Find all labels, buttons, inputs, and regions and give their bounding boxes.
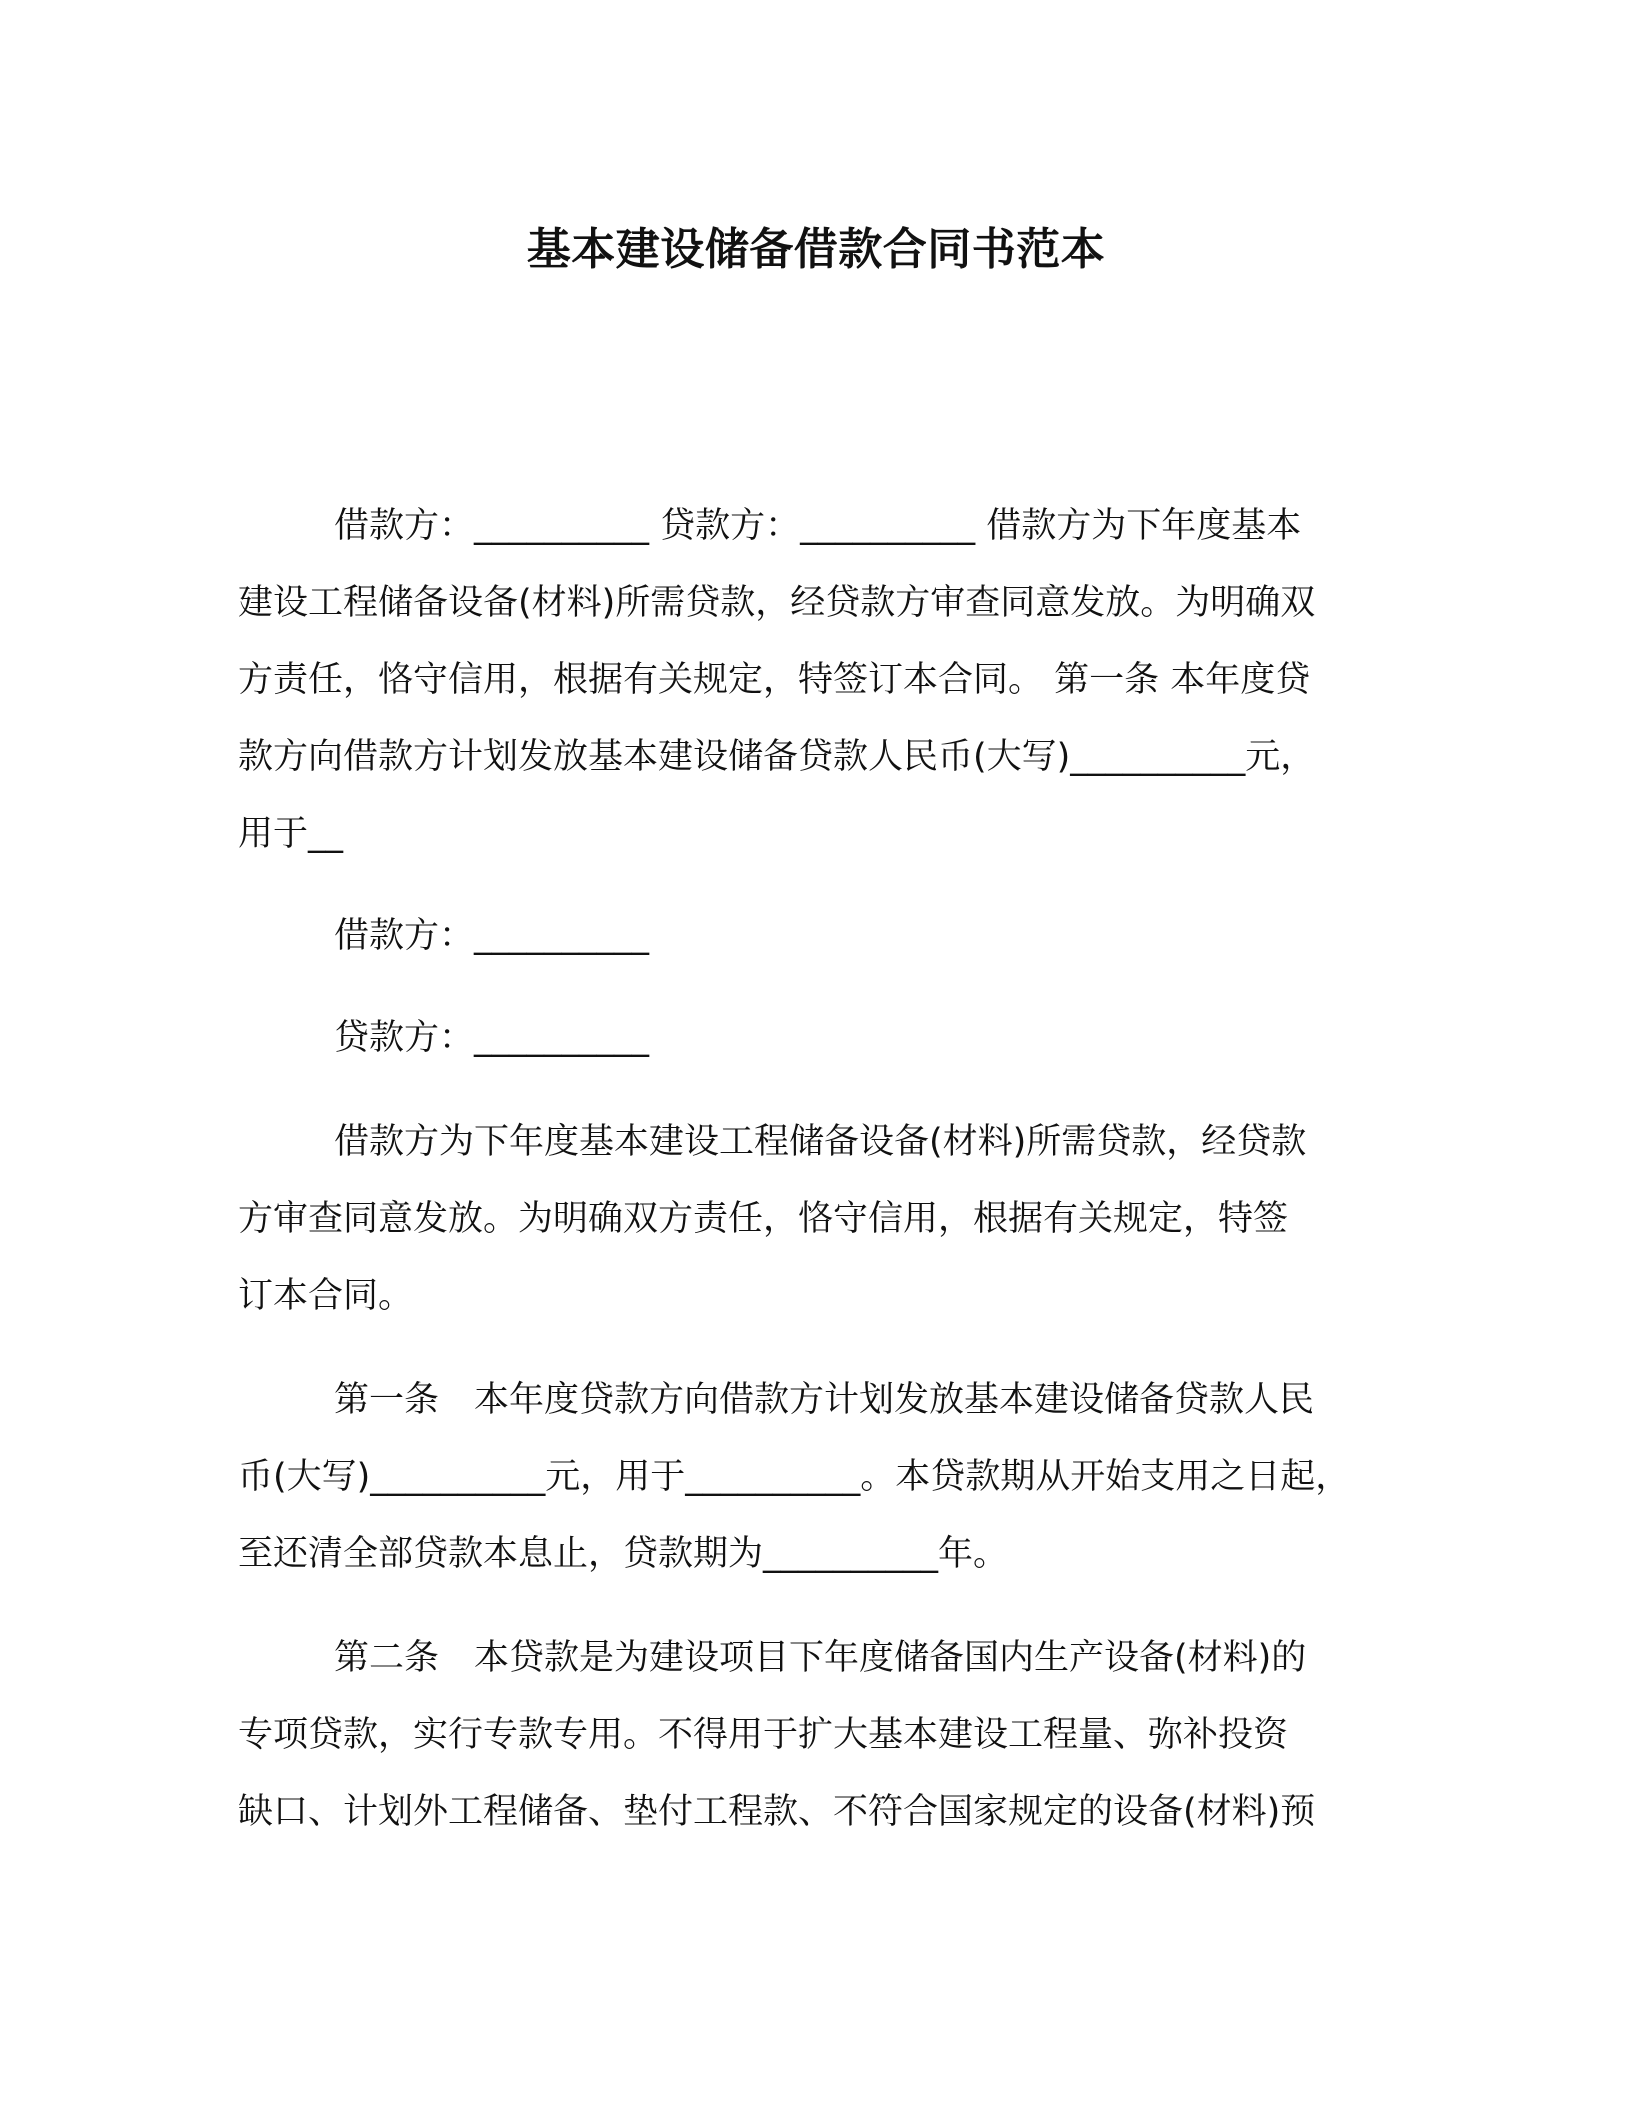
- text-line: 专项贷款，实行专款专用。不得用于扩大基本建设工程量、弥补投资: [238, 1715, 1289, 1755]
- text-line: 借款方：__________ 贷款方：__________ 借款方为下年度基本: [334, 506, 1302, 546]
- document-title: 基本建设储备借款合同书范本: [526, 224, 1106, 275]
- lender-line: [238, 1000, 1408, 1077]
- article-2: [238, 1620, 1408, 1851]
- text-line: 方审查同意发放。为明确双方责任，恪守信用，根据有关规定，特签: [238, 1199, 1289, 1239]
- text-line: 缺口、计划外工程储备、垫付工程款、不符合国家规定的设备(材料)预: [238, 1792, 1316, 1832]
- borrower-field: 借款方：__________: [334, 916, 650, 956]
- text-line: 订本合同。: [238, 1276, 414, 1316]
- borrower-line: [238, 898, 1408, 975]
- purpose-paragraph: [238, 1104, 1408, 1335]
- text-line: 第二条 本贷款是为建设项目下年度储备国内生产设备(材料)的: [334, 1638, 1307, 1678]
- text-line: 款方向借款方计划发放基本建设储备贷款人民币(大写)__________元，: [238, 737, 1316, 777]
- lender-field: 贷款方：__________: [334, 1018, 650, 1058]
- text-line: 用于__: [238, 814, 344, 854]
- text-line: 至还清全部贷款本息止，贷款期为__________年。: [238, 1534, 1009, 1574]
- text-line: 币(大写)__________元，用于__________。本贷款期从开始支用之日起，: [238, 1457, 1351, 1497]
- text-line: 方责任，恪守信用，根据有关规定，特签订本合同。 第一条 本年度贷: [238, 660, 1311, 700]
- intro-paragraph: [238, 488, 1408, 873]
- text-line: 建设工程储备设备(材料)所需贷款，经贷款方审查同意发放。为明确双: [238, 583, 1316, 623]
- text-line: 借款方为下年度基本建设工程储备设备(材料)所需贷款，经贷款: [334, 1122, 1307, 1162]
- text-line: 第一条 本年度贷款方向借款方计划发放基本建设储备贷款人民: [334, 1380, 1315, 1420]
- article-1: [238, 1362, 1408, 1593]
